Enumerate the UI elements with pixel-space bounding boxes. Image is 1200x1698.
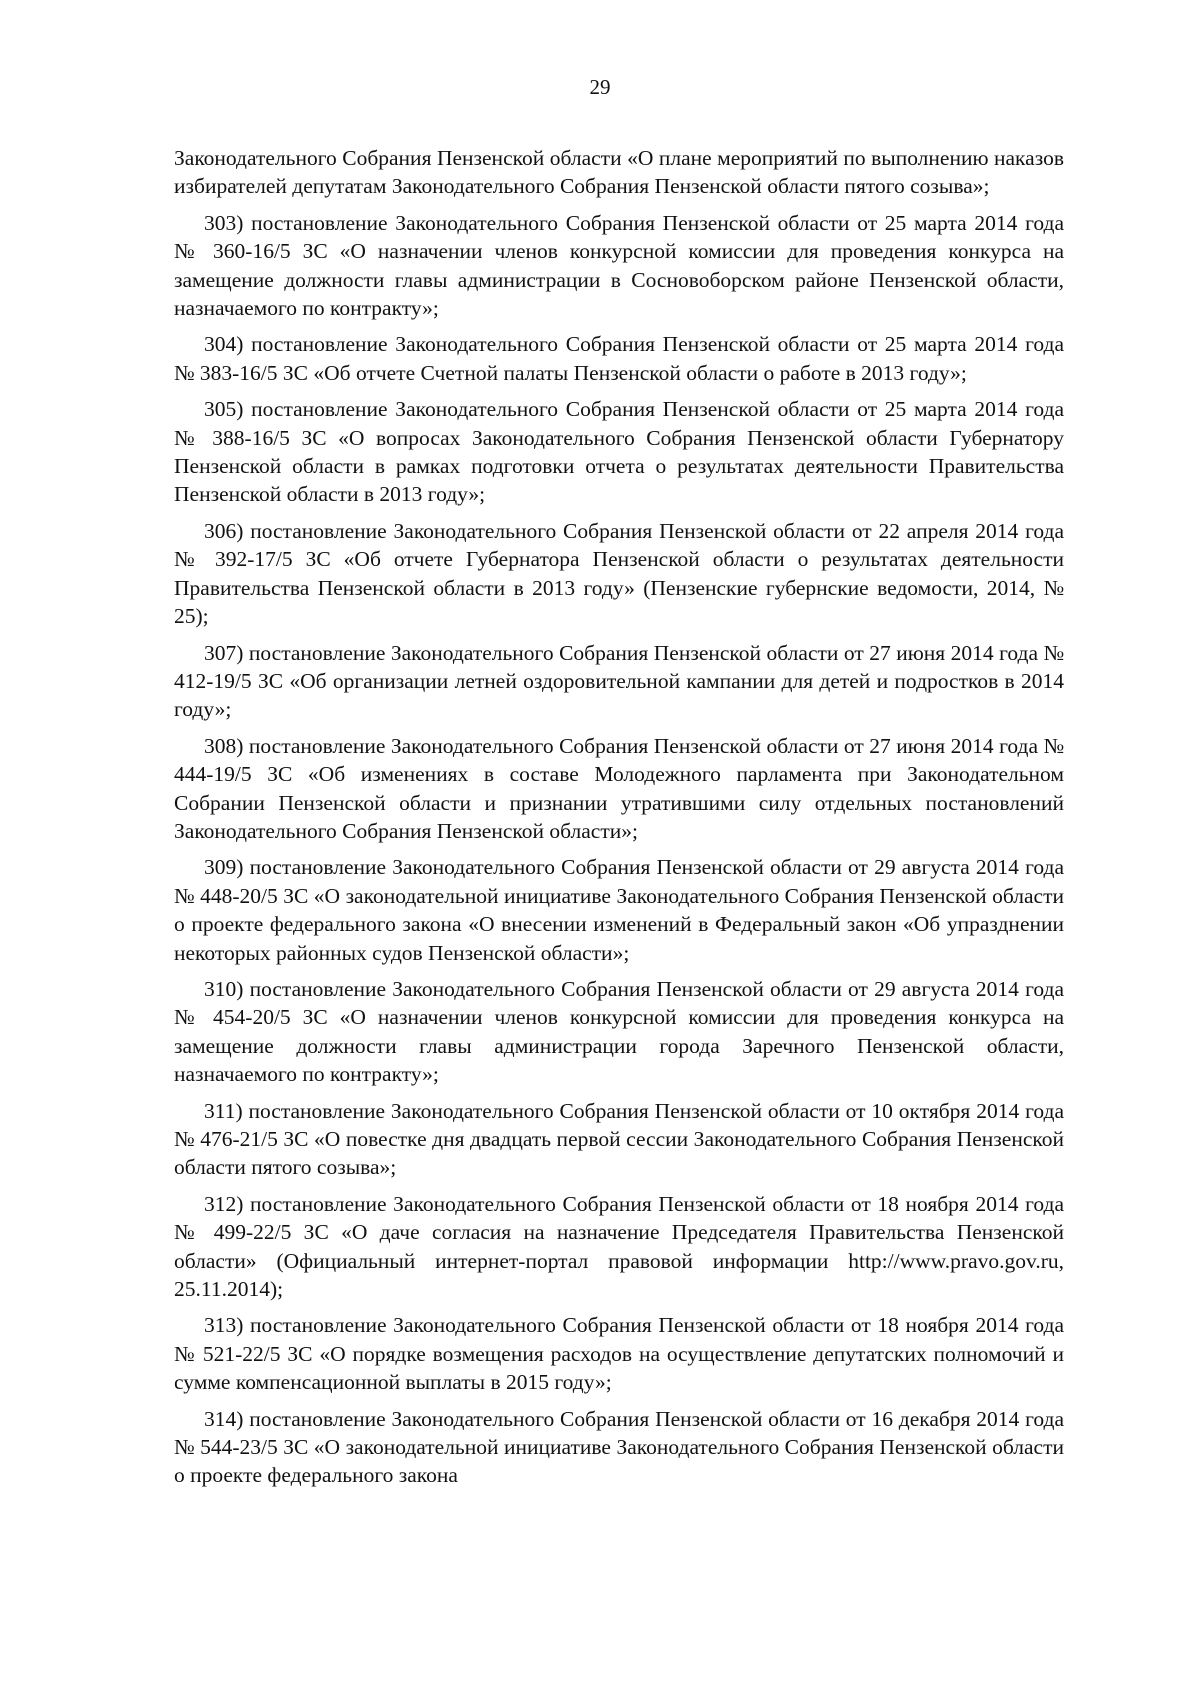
list-item-314: 314) постановление Законодательного Собрания Пензенской области от 16 декабря 2014 года № 544-23/5 ЗС «О законодательной инициативе Законодательного Собрания Пензенской области о проекте федерального закона	[174, 1406, 1064, 1488]
list-item-313: 313) постановление Законодательного Собрания Пензенской области от 18 ноября 2014 года № 521-22/5 ЗС «О порядке возмещения расходов на осуществление депутатских полномочий и сумме компенсационной выплаты в 2015 году»;	[174, 1313, 1064, 1395]
list-item-310: 310) постановление Законодательного Собрания Пензенской области от 29 августа 2014 года № 454-20/5 ЗС «О назначении членов конкурсной комиссии для проведения конкурса на замещение должности главы администрации города Заречного Пензенской области, назначаемого по контракту»;	[174, 976, 1064, 1087]
list-item-305: 305) постановление Законодательного Собрания Пензенской области от 25 марта 2014 года № 388-16/5 ЗС «О вопросах Законодательного Собрания Пензенской области Губернатору Пензенской области в рамках подготовки отчета о результатах деятельности Правительства Пензенской области в 2013 году»;	[174, 397, 1064, 507]
list-item-311: 311) постановление Законодательного Собрания Пензенской области от 10 октября 2014 года № 476-21/5 ЗС «О повестке дня двадцать первой сессии Законодательного Собрания Пензенской области пятого созыва»;	[174, 1098, 1064, 1180]
paragraph-continuation: Законодательного Собрания Пензенской области «О плане мероприятий по выполнению наказов избирателей депутатам Законодательного Собрания Пензенской области пятого созыва»;	[174, 146, 1064, 199]
list-item-309: 309) постановление Законодательного Собрания Пензенской области от 29 августа 2014 года № 448-20/5 ЗС «О законодательной инициативе Законодательного Собрания Пензенской области о проекте федерального закона «О внесении изменений в Федеральный закон «Об упразднении некоторых районных судов Пензенской области»;	[174, 855, 1064, 965]
document-body	[174, 144, 1064, 1498]
list-item-306: 306) постановление Законодательного Собрания Пензенской области от 22 апреля 2014 года № 392-17/5 ЗС «Об отчете Губернатора Пензенской области о результатах деятельности Правительства Пензенской области в 2013 году» (Пензенские губернские ведомости, 2014, № 25);	[174, 518, 1064, 629]
list-item-307: 307) постановление Законодательного Собрания Пензенской области от 27 июня 2014 года № 412-19/5 ЗС «Об организации летней оздоровительной кампании для детей и подростков в 2014 году»;	[174, 640, 1064, 722]
page-number: 29	[589, 75, 611, 99]
list-item-303: 303) постановление Законодательного Собрания Пензенской области от 25 марта 2014 года № 360-16/5 ЗС «О назначении членов конкурсной комиссии для проведения конкурса на замещение должности главы администрации в Сосновоборском районе Пензенской области, назначаемого по контракту»;	[174, 210, 1064, 321]
list-item-312: 312) постановление Законодательного Собрания Пензенской области от 18 ноября 2014 года № 499-22/5 ЗС «О даче согласия на назначение Председателя Правительства Пензенской области» (Официальный интернет-портал правовой информации http://www.pravo.gov.ru, 25.11.2014);	[174, 1191, 1064, 1302]
list-item-304: 304) постановление Законодательного Собрания Пензенской области от 25 марта 2014 года № 383-16/5 ЗС «Об отчете Счетной палаты Пензенской области о работе в 2013 году»;	[174, 332, 1064, 385]
list-item-308: 308) постановление Законодательного Собрания Пензенской области от 27 июня 2014 года № 444-19/5 ЗС «Об изменениях в составе Молодежного парламента при Законодательном Собрании Пензенской области и признании утратившими силу отдельных постановлений Законодательного Собрания Пензенской области»;	[174, 733, 1064, 843]
